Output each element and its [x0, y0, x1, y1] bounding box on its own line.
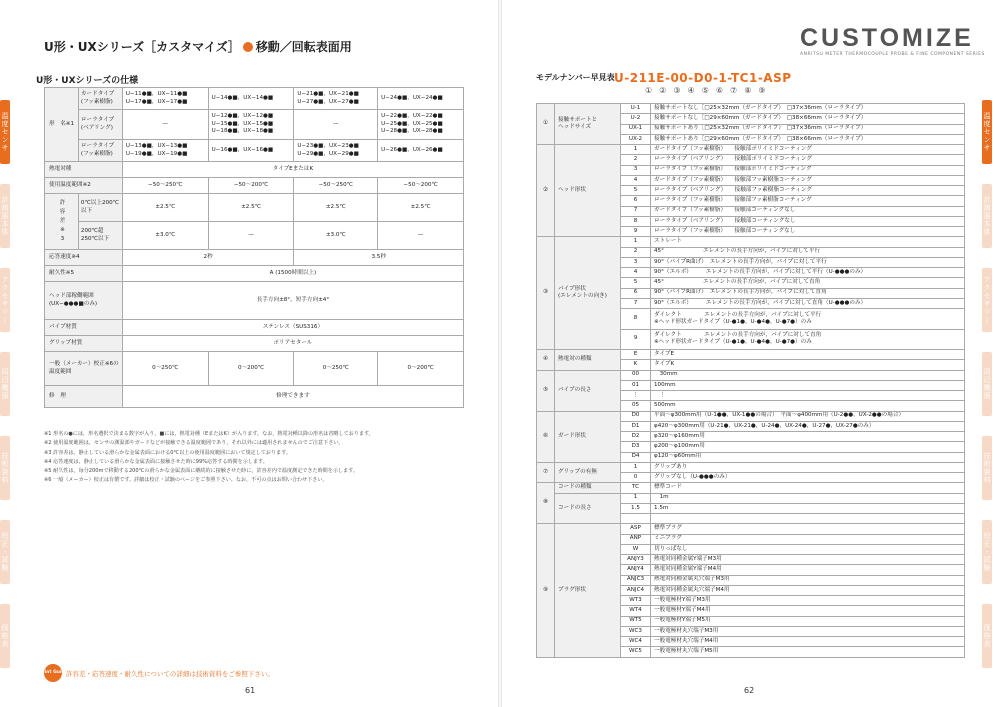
spec-cell	[208, 88, 294, 110]
model-group-number: ⑥	[537, 411, 555, 462]
model-code-cell: ANJY3	[621, 555, 651, 565]
model-code-cell: ⋮	[621, 391, 651, 401]
spec-cell	[208, 140, 294, 162]
model-desc-cell: 500mm	[651, 401, 965, 411]
model-code-cell: D4	[621, 452, 651, 462]
model-item-label: パイプの長さ	[555, 370, 621, 411]
spec-thermo-label: 熱電対種	[45, 162, 123, 178]
multiline-text: U−14●■，UX−14●■	[211, 94, 274, 101]
model-code-cell: 3	[621, 165, 651, 175]
model-group-number: ⑦	[537, 462, 555, 483]
model-row	[537, 370, 965, 380]
spec-cell	[378, 110, 464, 140]
point-guide-icon: Point Guide	[44, 664, 62, 682]
spec-cell	[122, 88, 208, 110]
multiline-text: カードタイプ (フッ素樹脂)	[80, 90, 115, 105]
model-code-cell: ANJY4	[621, 565, 651, 575]
multiline-text: U−12●■，UX−12●■ U−15●■，UX−15●■ U−18●■，UX−18●■	[211, 113, 274, 135]
model-code-cell: TC	[621, 483, 651, 493]
model-code-cell: 2	[621, 247, 651, 257]
model-row	[537, 145, 965, 155]
spec-cell: 2秒	[122, 250, 294, 266]
multiline-text: U−22●■，UX−22●■ U−25●■，UX−25●■ U−28●■，UX−28●■	[381, 113, 443, 135]
model-item-label: ガード形状	[555, 411, 621, 462]
model-desc-cell: 90°（パイプR曲げ） エレメントの長手方向が，パイプに対して直角	[651, 288, 965, 298]
model-desc-cell: 90°（エルボ） エレメントの長手方向が，パイプに対して平行（U-●●●のみ）	[651, 268, 965, 278]
multiline-text: 一般（メーカー）校正※6の 温度範囲	[49, 360, 119, 375]
model-code: U-211E-00-D0-1-TC1-ASP	[614, 71, 792, 85]
spec-resp-label: 応答速度※4	[45, 250, 123, 266]
tab-peripheral[interactable]: 周辺機器	[0, 352, 10, 416]
model-code-cell: ANJC4	[621, 585, 651, 595]
model-desc-cell: 接触サポートなし［□25×32mm（ガードタイプ） □37×36mm（ローラタイプ）	[651, 104, 965, 114]
multiline-text: ローラタイプ (ベアリング)	[80, 116, 115, 131]
model-code-cell: 0	[621, 473, 651, 483]
model-code-cell: WT3	[621, 596, 651, 606]
spec-cell	[208, 110, 294, 140]
model-group-number: ④	[537, 350, 555, 371]
model-desc-cell: ⋮	[651, 391, 965, 401]
model-item-label: 熱電対の種類	[555, 350, 621, 371]
model-desc-cell: ローラタイプ（ベアリング） 接触部ポリイミドコーティング	[651, 155, 965, 165]
model-code-cell: WC5	[621, 647, 651, 657]
model-group-number: ②	[537, 145, 555, 237]
model-group-number: ③	[537, 237, 555, 350]
model-code-cell: ASP	[621, 524, 651, 534]
model-desc-cell: ガードタイプ（フッ素樹脂） 接触部コーティングなし	[651, 206, 965, 216]
model-row	[537, 237, 965, 247]
tab-accessory[interactable]: アクセサリー	[0, 268, 10, 332]
customize-logo	[800, 24, 990, 60]
model-code-cell: W	[621, 544, 651, 554]
model-desc-cell: 100mm	[651, 380, 965, 390]
spec-card-type	[78, 88, 122, 110]
model-desc-cell: 一般電極材Y端子M3用	[651, 596, 965, 606]
spec-table	[44, 87, 464, 408]
tab-price[interactable]: 価格表	[0, 604, 10, 668]
spec-cell	[378, 88, 464, 110]
model-code-cell: 1	[621, 145, 651, 155]
note-item: ※2 使用温度範囲は，センサの測温部やガードなどが接触できる温度範囲であり，それ以外には適用されませんのでご注意下さい。	[44, 440, 344, 447]
model-desc-cell: 90°（エルボ） エレメントの長手方向が，パイプに対して直角（U-●●●のみ）	[651, 298, 965, 308]
model-desc-cell: 切りっぱなし	[651, 544, 965, 554]
spec-cell: 0〜200℃	[208, 352, 294, 386]
model-desc-cell: φ200〜φ100mm用	[651, 442, 965, 452]
model-row	[537, 524, 965, 534]
model-section-title: モデルナンバー早見表	[536, 73, 615, 82]
model-row	[537, 104, 965, 114]
model-row	[537, 493, 965, 503]
model-desc-cell: タイプE	[651, 350, 965, 360]
model-desc-cell: 45° エレメントの長手方向が，パイプに対して直角	[651, 278, 965, 288]
page-header-title	[44, 38, 352, 55]
model-desc-cell: ローラタイプ（ベアリング） 接触部フッ素樹脂コーティング	[651, 186, 965, 196]
spec-cell: ±3.0℃	[122, 222, 208, 250]
model-desc-cell: 一般電極材丸穴端子M4用	[651, 637, 965, 647]
spec-cell	[122, 110, 208, 140]
multiline-text: —	[162, 120, 169, 127]
model-code-cell: 6	[621, 196, 651, 206]
model-item-label: コードの種類	[555, 483, 621, 493]
spec-cell: −50〜200℃	[378, 178, 464, 194]
model-desc-cell: φ420〜φ300mm用（U-21●，UX-21●，U-24●，UX-24●，U-27●，UX-27●のみ）	[651, 421, 965, 431]
logo-subtitle: ANRITSU METER THERMOCOUPLE PROBE & FINE COMPONENT SERIES	[800, 52, 985, 57]
multiline-text: ヘッド部稼働範囲 (UX−●●●■のみ)	[49, 292, 98, 307]
model-code-cell: ANJC3	[621, 575, 651, 585]
model-item-label: コードの長さ	[555, 493, 621, 524]
note-item: ※1 形名の●には，形名選択で決まる数字が入り，■には，熱電対種（EまたはK）が入ります。なお，熱電対種以降の形名は省略しております。	[44, 431, 374, 437]
note-item: ※4 応答速度は，静止している滑らかな金属表面に接触させた時に99%応答する時間を示します。	[44, 458, 268, 465]
model-desc-cell: ローラタイプ（フッ素樹脂） 接触部コーティングなし	[651, 227, 965, 237]
spec-cell: 0〜200℃	[378, 352, 464, 386]
note-item: ※3 許容差は，静止している滑らかな金属表面における0℃以上の使用温度範囲において規定しております。	[44, 449, 291, 456]
spec-section-title: U形・UXシリーズの仕様	[36, 76, 139, 86]
spec-cell: —	[208, 222, 294, 250]
spec-cell: —	[378, 222, 464, 250]
model-code-cell: WC3	[621, 626, 651, 636]
spec-roller-fluoro	[78, 140, 122, 162]
tab-peripheral[interactable]: 周辺機器	[982, 352, 992, 416]
model-code-cell: U-1	[621, 104, 651, 114]
header-title-suffix: 移動／回転表面用	[255, 40, 352, 54]
spec-cell	[122, 140, 208, 162]
model-desc-cell: タイプK	[651, 360, 965, 370]
model-code-cell: 1	[621, 493, 651, 503]
model-desc-cell	[651, 514, 965, 524]
model-desc-cell: グリップなし（U-●●●のみ）	[651, 473, 965, 483]
multiline-text: U−24●■，UX−24●■	[381, 94, 443, 101]
model-desc-cell: 一般電極材丸穴端子M3用	[651, 626, 965, 636]
spec-dur-value: A (1500時間以上)	[122, 266, 463, 282]
spec-cell	[294, 110, 378, 140]
model-row	[537, 350, 965, 360]
model-code-cell: K	[621, 360, 651, 370]
spec-repair-value: 修理できます	[122, 386, 463, 408]
model-code-cell: 5	[621, 186, 651, 196]
model-desc-cell: φ320〜φ160mm用	[651, 432, 965, 442]
model-row	[537, 411, 965, 421]
model-code-cell: 8	[621, 216, 651, 226]
bottom-reference-note	[38, 664, 274, 682]
note-item: ※6 一般（メーカー）校正は有償です。詳細は校正・試験のページをご参照下さい。なお，不可の点はお問い合わせ下さい。	[44, 477, 328, 484]
model-desc-cell: ローラタイプ（フッ素樹脂） 接触部ポリイミドコーティング	[651, 165, 965, 175]
spec-temp-label: 使用温度範囲※2	[45, 178, 123, 194]
multiline-text: —	[332, 120, 339, 127]
model-code-cell: 8	[621, 309, 651, 330]
header-dot-icon	[243, 42, 253, 52]
spec-roller-bearing	[78, 110, 122, 140]
model-position-numbers: ①②③④⑤⑥⑦⑧⑨	[645, 86, 773, 95]
tab-instrument[interactable]: 計測器本体	[982, 184, 992, 248]
spec-cell: ±2.5℃	[294, 194, 378, 222]
model-code-cell: D1	[621, 421, 651, 431]
spec-press-value: 長手方向±8°，短手方向±4°	[122, 282, 463, 320]
model-desc-cell: ガードタイプ（フッ素樹脂） 接触部ポリイミドコーティング	[651, 145, 965, 155]
model-code-cell: WT4	[621, 606, 651, 616]
tab-temperature-sensor[interactable]: 温度センサ	[982, 100, 992, 164]
spec-grip-label: グリップ材質	[45, 336, 123, 352]
spec-form-label: 形 名※1	[45, 88, 79, 162]
model-desc-cell: ミニプラグ	[651, 534, 965, 544]
model-code-cell: 2	[621, 155, 651, 165]
model-code-cell: 6	[621, 288, 651, 298]
spec-cell: ±2.5℃	[378, 194, 464, 222]
model-desc-cell: 接触サポートなし［□29×60mm（ガードタイプ） □38×66mm（ローラタイプ）	[651, 114, 965, 124]
multiline-text: U−13●■，UX−13●■ U−19●■，UX−19●■	[125, 142, 188, 157]
model-desc-cell: 45° エレメントの長手方向が，パイプに対して平行	[651, 247, 965, 257]
multiline-text: U−11●■，UX−11●■ U−17●■，UX−17●■	[125, 90, 188, 105]
model-code-cell: WC4	[621, 637, 651, 647]
model-desc-cell: 一般電極材Y端子M5用	[651, 616, 965, 626]
header-title-text: U形・UXシリーズ［カスタマイズ］	[44, 40, 240, 54]
model-desc-cell: 接触サポートあり［□29×60mm（ガードタイプ） □38×66mm（ローラタイプ）	[651, 134, 965, 144]
model-code-cell: UX-2	[621, 134, 651, 144]
multiline-text: U−26●■，UX−26●■	[381, 146, 443, 153]
model-desc-cell: 一般電極材丸穴端子M5用	[651, 647, 965, 657]
spec-cell: 0〜250℃	[122, 352, 208, 386]
model-code-cell	[621, 514, 651, 524]
model-code-cell: 9	[621, 329, 651, 350]
model-code-cell: E	[621, 350, 651, 360]
model-code-cell: 1	[621, 237, 651, 247]
multiline-text: ローラタイプ (フッ素樹脂)	[80, 142, 115, 157]
multiline-text: U−23●■，UX−23●■ U−29●■，UX−29●■	[297, 142, 359, 157]
model-row	[537, 462, 965, 472]
spec-cell: −50〜250℃	[122, 178, 208, 194]
multiline-text: U−21●■，UX−21●■ U−27●■，UX−27●■	[297, 90, 359, 105]
spec-grip-value: ポリアセタール	[122, 336, 463, 352]
model-code-cell: 05	[621, 401, 651, 411]
tab-temperature-sensor[interactable]: 温度センサ	[0, 100, 10, 164]
model-code-cell: 01	[621, 380, 651, 390]
model-number-table	[536, 103, 965, 658]
model-desc-cell: 1m	[651, 493, 965, 503]
spec-dur-label: 耐久性※5	[45, 266, 123, 282]
tab-calibration[interactable]: 校正・試験	[0, 520, 10, 584]
model-item-label: グリップの有無	[555, 462, 621, 483]
spec-repair-label: 修 理	[45, 386, 123, 408]
model-code-cell: D3	[621, 442, 651, 452]
side-tabs-left	[0, 100, 18, 688]
model-group-number: ⑤	[537, 370, 555, 411]
spec-cell: ±2.5℃	[208, 194, 294, 222]
spec-cell: ±3.0℃	[294, 222, 378, 250]
spec-cell: −50〜250℃	[294, 178, 378, 194]
spec-tol-label	[45, 194, 79, 250]
model-desc-cell: グリップあり	[651, 462, 965, 472]
tab-calibration[interactable]: 校正・試験	[982, 520, 992, 584]
spec-cell: 0〜250℃	[294, 352, 378, 386]
model-code-cell: U-2	[621, 114, 651, 124]
model-desc-cell: ローラタイプ（ベアリング） 接触部コーティングなし	[651, 216, 965, 226]
spec-tol-b-label: 200℃超250℃以下	[78, 222, 122, 250]
tab-technical[interactable]: 技術資料	[982, 436, 992, 500]
spec-cell	[294, 88, 378, 110]
model-desc-cell: 標準プラグ	[651, 524, 965, 534]
model-code-cell: 4	[621, 268, 651, 278]
note-item: ※5 耐久性は，毎分200mで移動する200℃の滑らかな金属表面に継続的に接触させた時に，許容差内で温度測定できた時間を示します。	[44, 468, 358, 475]
model-code-cell: 7	[621, 298, 651, 308]
model-desc-cell: 1.5m	[651, 503, 965, 513]
model-code-cell: D2	[621, 432, 651, 442]
spec-pipe-value: ステンレス（SUS316）	[122, 320, 463, 336]
spec-cell	[294, 140, 378, 162]
model-code-cell: ANP	[621, 534, 651, 544]
model-item-label: ヘッド形状	[555, 145, 621, 237]
tab-instrument[interactable]: 計測器本体	[0, 184, 10, 248]
model-code-cell: D0	[621, 411, 651, 421]
model-desc-cell: 90°（パイプR曲げ） エレメントの長手方向が，パイプに対して平行	[651, 257, 965, 267]
model-row	[537, 483, 965, 493]
model-desc-cell: 熱電対同種金属丸穴端子M3用	[651, 575, 965, 585]
side-tabs-right	[982, 100, 1000, 688]
model-desc-cell: 一般電極材Y端子M4用	[651, 606, 965, 616]
spec-pipe-label: パイプ材質	[45, 320, 123, 336]
model-desc-cell: 接触サポートあり［□25×32mm（ガードタイプ） □37×36mm（ローラタイプ）	[651, 124, 965, 134]
tab-accessory[interactable]: アクセサリー	[982, 268, 992, 332]
model-desc-cell: ダイレクト エレメントの長手方向が，パイプに対して平行 ※ヘッド形状ガードタイプ（U-●1●，U-●4●，U-●7●）のみ	[651, 309, 965, 330]
multiline-text: 許 容 差 ※ 3	[59, 200, 66, 242]
model-desc-cell: 30mm	[651, 370, 965, 380]
model-group-number: ⑧	[537, 483, 555, 524]
spec-cal-label	[45, 352, 123, 386]
model-desc-cell: 熱電対同種金属Y端子M4用	[651, 565, 965, 575]
model-item-label: プラグ形状	[555, 524, 621, 657]
spec-cell: −50〜200℃	[208, 178, 294, 194]
bottom-reference-text: 許容差・応答速度・耐久性についての詳細は技術資料をご参照下さい。	[66, 669, 274, 678]
model-code-cell: 00	[621, 370, 651, 380]
model-code-cell: 1.5	[621, 503, 651, 513]
model-desc-cell: ガードタイプ（フッ素樹脂） 接触部フッ素樹脂コーティング	[651, 175, 965, 185]
model-code-cell: 5	[621, 278, 651, 288]
logo-text: CUSTOMIZE	[800, 24, 974, 52]
tab-technical[interactable]: 技術資料	[0, 436, 10, 500]
spec-cell: ±2.5℃	[122, 194, 208, 222]
page-number-right: 62	[744, 686, 755, 695]
model-desc-cell: 熱電対同種金属Y端子M3用	[651, 555, 965, 565]
model-group-number: ⑨	[537, 524, 555, 657]
page-number-left: 61	[245, 686, 256, 695]
model-code-cell: 4	[621, 175, 651, 185]
spec-tol-a-label: 0℃以上200℃以下	[78, 194, 122, 222]
model-code-cell: 1	[621, 462, 651, 472]
model-desc-cell: 熱電対同種金属丸穴端子M4用	[651, 585, 965, 595]
model-item-label: 接触サポートと ヘッドサイズ	[555, 104, 621, 145]
spec-cell: 3.5秒	[294, 250, 464, 266]
model-code-cell: 9	[621, 227, 651, 237]
model-desc-cell: ローラタイプ（フッ素樹脂） 接触部フッ素樹脂コーティング	[651, 196, 965, 206]
model-code-cell: 3	[621, 257, 651, 267]
model-desc-cell: φ120〜φ60mm用	[651, 452, 965, 462]
model-desc-cell: ダイレクト エレメントの長手方向が，パイプに対して直角 ※ヘッド形状ガードタイプ（U-●1●，U-●4●，U-●7●）のみ	[651, 329, 965, 350]
spec-press-label	[45, 282, 123, 320]
spec-cell	[378, 140, 464, 162]
tab-price[interactable]: 価格表	[982, 604, 992, 668]
spec-notes	[44, 430, 474, 486]
model-code-cell: 7	[621, 206, 651, 216]
model-item-label: パイプ形状 (エレメントの向き)	[555, 237, 621, 350]
spec-thermo-value: タイプEまたはK	[122, 162, 463, 178]
model-code-cell: UX-1	[621, 124, 651, 134]
model-desc-cell: 標準コード	[651, 483, 965, 493]
multiline-text: U−16●■，UX−16●■	[211, 146, 274, 153]
model-code-cell: WT5	[621, 616, 651, 626]
model-group-number: ①	[537, 104, 555, 145]
model-desc-cell: ストレート	[651, 237, 965, 247]
model-desc-cell: 平面〜φ300mm用（U-1●●，UX-1●●の場合） 平面〜φ400mm用（U-2●●，UX-2●●の場合）	[651, 411, 965, 421]
